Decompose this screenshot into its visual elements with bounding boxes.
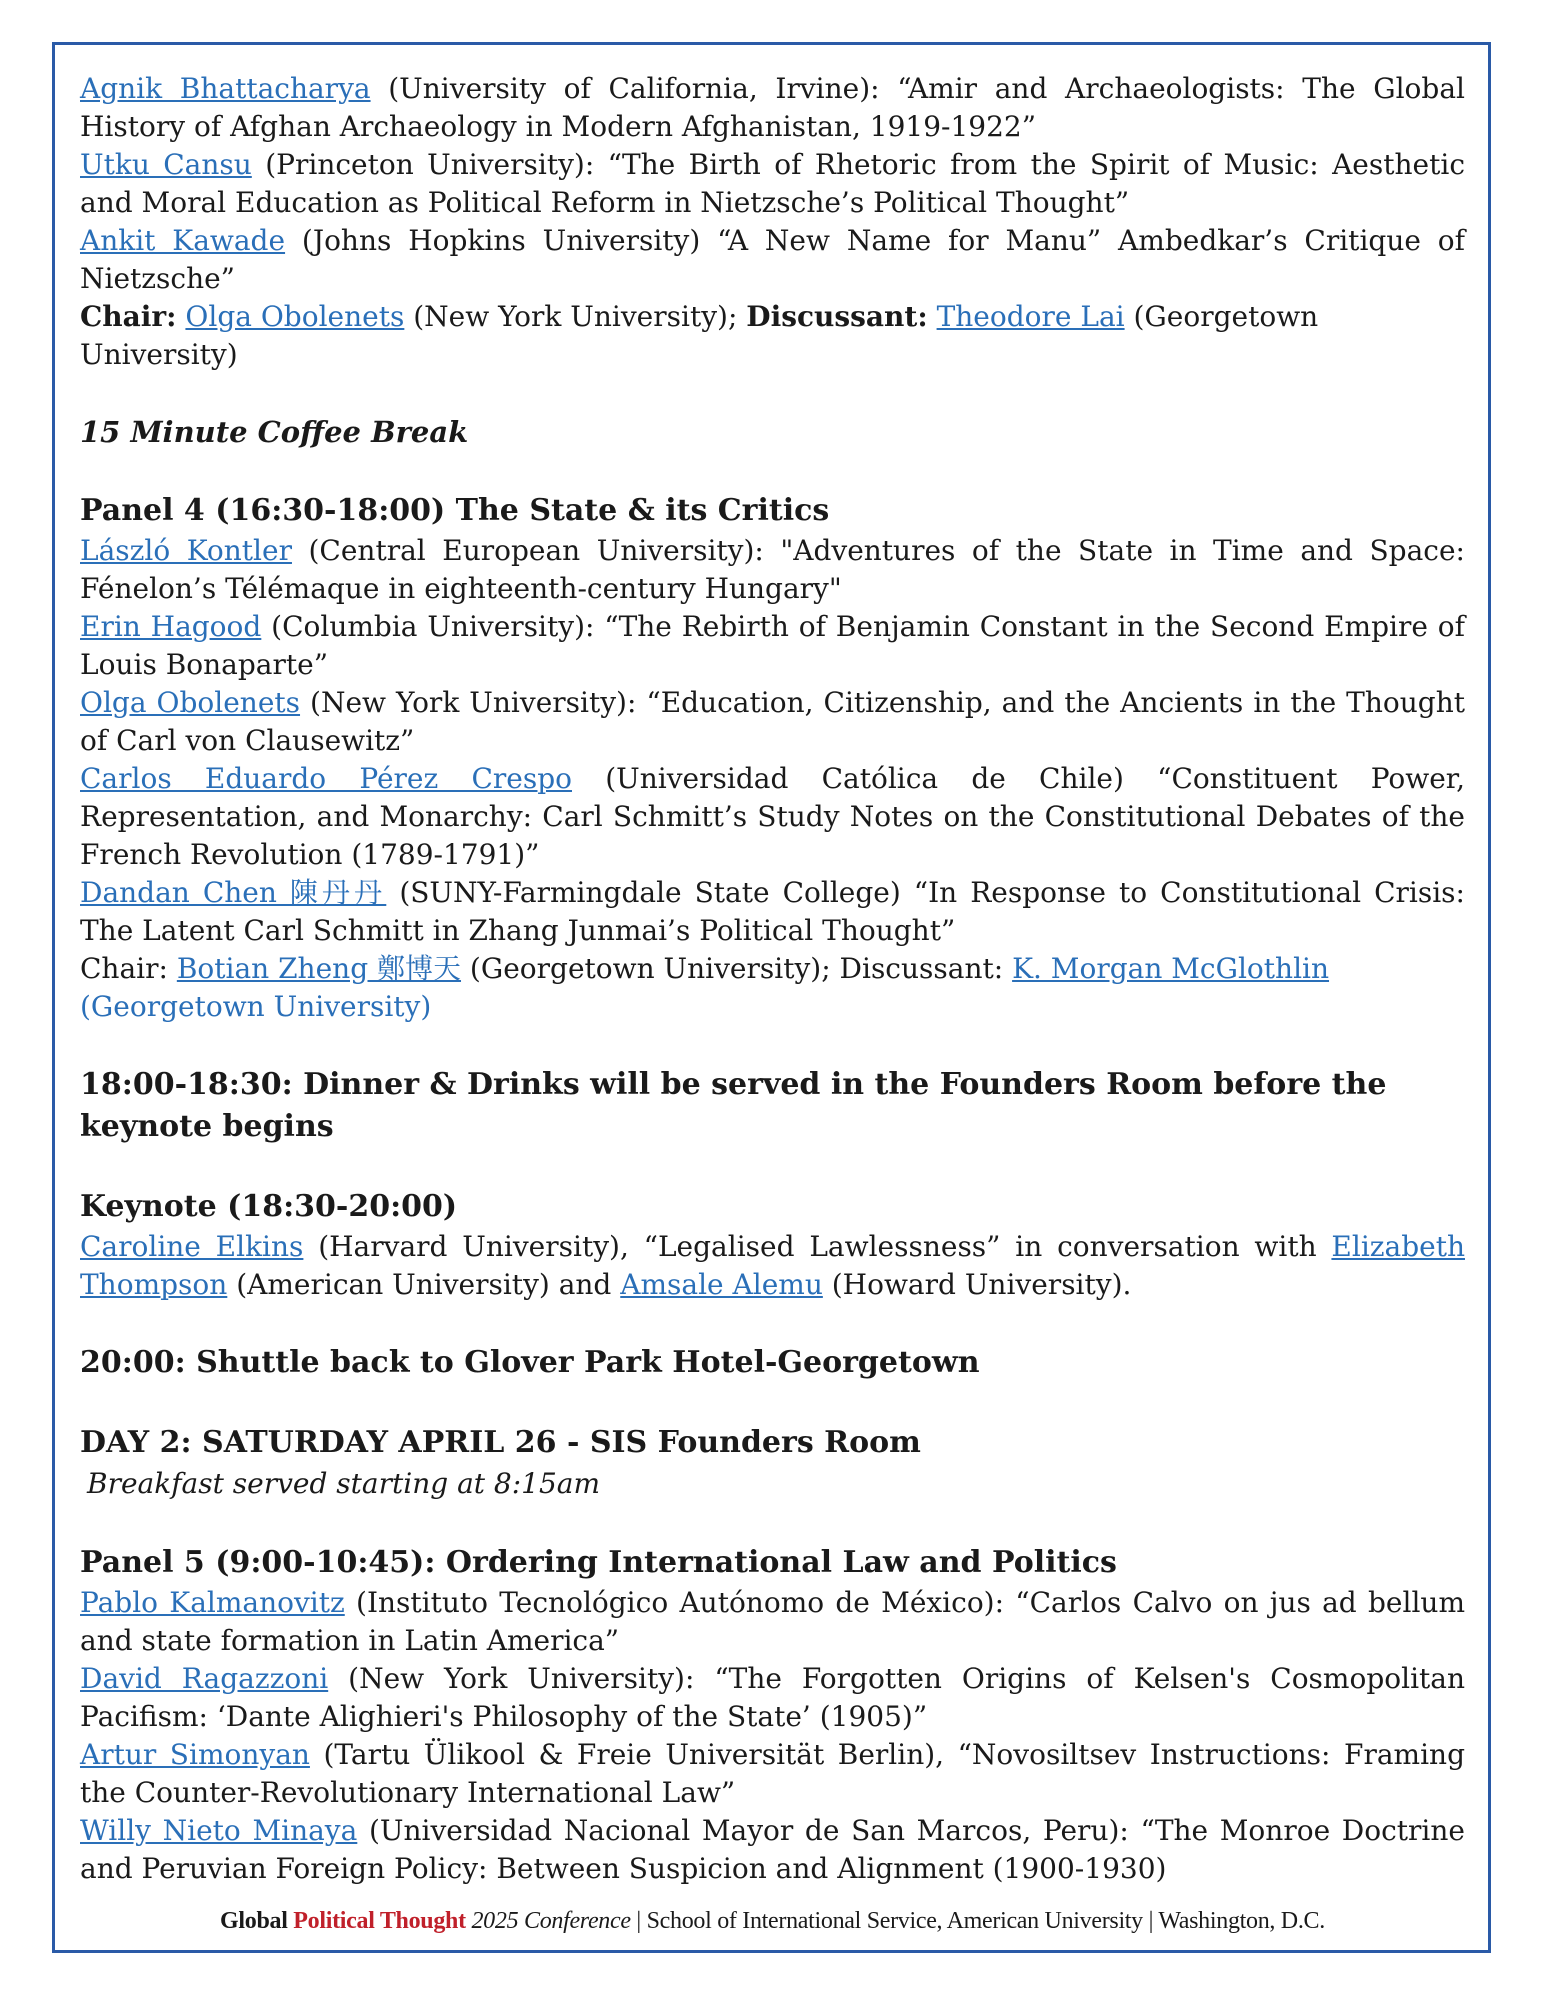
presenter-link[interactable]: Erin Hagood xyxy=(80,610,262,643)
coffee-break: 15 Minute Coffee Break xyxy=(80,415,469,449)
presenter-link[interactable]: Utku Cansu xyxy=(80,148,252,181)
paper-details: (Tartu Ülikool & Freie Universität Berlin), “Novosiltsev Instructions: Framing the Counter-Revolutionary International Law” xyxy=(80,1738,1465,1809)
keynote-details: (Harvard University), “Legalised Lawlessness” in conversation with xyxy=(303,1230,1332,1263)
paper-entry xyxy=(80,684,1465,760)
presenter-link[interactable]: Ankit Kawade xyxy=(80,224,286,257)
footer-political-thought: Political Thought xyxy=(287,1908,466,1934)
paper-entry xyxy=(80,222,1465,298)
chair-label: Chair: xyxy=(80,300,177,333)
presenter-link[interactable]: Artur Simonyan xyxy=(80,1738,310,1771)
discussant-link[interactable]: K. Morgan McGlothlin xyxy=(1012,952,1330,985)
breakfast-note: Breakfast served starting at 8:15am xyxy=(87,1467,601,1500)
paper-details: (New York University): “The Forgotten Origins of Kelsen's Cosmopolitan Pacifism: ‘Dante Alighieri's Philosophy of the State’ (1905)” xyxy=(80,1662,1466,1733)
paper-details: (Universidad Nacional Mayor de San Marcos, Peru): “The Monroe Doctrine and Peruvian Foreign Policy: Between Suspicion and Alignment (1900-1930) xyxy=(80,1814,1465,1885)
day2-heading: DAY 2: SATURDAY APRIL 26 - SIS Founders Room xyxy=(80,1425,921,1460)
paper-entry xyxy=(80,146,1465,222)
paper-entry xyxy=(80,1736,1465,1812)
paper-entry xyxy=(80,1584,1465,1660)
paper-details: (University of California, Irvine): “Amir and Archaeologists: The Global History of Afghan Archaeology in Modern Afghanistan, 1919-1922” xyxy=(80,72,1465,143)
shuttle-notice: 20:00: Shuttle back to Glover Park Hotel-Georgetown xyxy=(80,1345,980,1380)
paper-entry xyxy=(80,608,1465,684)
paper-details: (Columbia University): “The Rebirth of Benjamin Constant in the Second Empire of Louis Bonaparte” xyxy=(80,610,1465,681)
paper-details: (SUNY-Farmingdale State College) “In Response to Constitutional Crisis: The Latent Carl Schmitt in Zhang Junmai’s Political Thought” xyxy=(80,876,1465,947)
discussant-label: Discussant: xyxy=(746,300,928,333)
footer-affiliation: | School of International Service, American University | Washington, D.C. xyxy=(630,1908,1325,1934)
paper-details: (New York University): “Education, Citizenship, and the Ancients in the Thought of Carl von Clausewitz” xyxy=(80,686,1465,757)
dinner-notice: 18:00-18:30: Dinner & Drinks will be served in the Founders Room before the keynote begins xyxy=(80,1067,1387,1144)
paper-entry xyxy=(80,532,1465,608)
presenter-link[interactable]: Willy Nieto Minaya xyxy=(80,1814,358,1847)
paper-entry xyxy=(80,1660,1465,1736)
chair-affiliation: (Georgetown University); Discussant: xyxy=(461,952,1013,985)
presenter-link[interactable]: Olga Obolenets xyxy=(80,686,301,719)
discussant-affiliation: (Georgetown University) xyxy=(80,990,432,1023)
presenter-link[interactable]: Carlos Eduardo Pérez Crespo xyxy=(80,762,572,795)
discussant-affiliation: (Georgetown University) xyxy=(80,300,1319,371)
keynote-entry xyxy=(80,1228,1465,1304)
paper-details: (Johns Hopkins University) “A New Name for Manu” Ambedkar’s Critique of Nietzsche” xyxy=(80,224,1466,295)
keynote-guest-link[interactable]: Elizabeth Thompson xyxy=(80,1230,1465,1301)
presenter-link[interactable]: David Ragazzoni xyxy=(80,1662,329,1695)
panel4-chair-line xyxy=(80,950,1465,1026)
paper-entry xyxy=(80,760,1465,874)
keynote-guest-link[interactable]: Amsale Alemu xyxy=(620,1268,823,1301)
paper-entry xyxy=(80,70,1465,146)
keynote-details: (Howard University). xyxy=(822,1268,1132,1301)
chair-link[interactable]: Olga Obolenets xyxy=(185,300,405,333)
chair-link[interactable]: Botian Zheng 鄭博天 xyxy=(176,952,462,985)
discussant-link[interactable]: Theodore Lai xyxy=(936,300,1125,333)
document-content xyxy=(80,70,1465,1888)
paper-details: (Universidad Católica de Chile) “Constituent Power, Representation, and Monarchy: Carl Schmitt’s Study Notes on the Constitutional Debates of the French Revolution (1789-1791)” xyxy=(80,762,1465,871)
keynote-heading: Keynote (18:30-20:00) xyxy=(80,1189,458,1224)
footer-global: Global xyxy=(220,1908,288,1934)
panel5-heading: Panel 5 (9:00-10:45): Ordering International Law and Politics xyxy=(80,1545,1117,1580)
presenter-link[interactable]: Agnik Bhattacharya xyxy=(80,72,371,105)
paper-entry xyxy=(80,1812,1465,1888)
chair-affiliation: (New York University); xyxy=(404,300,747,333)
paper-details: (Instituto Tecnológico Autónomo de México): “Carlos Calvo on jus ad bellum and state formation in Latin America” xyxy=(80,1586,1465,1657)
panel3-chair-line xyxy=(80,298,1465,374)
presenter-link[interactable]: László Kontler xyxy=(80,534,292,567)
paper-details: (Central European University): "Adventures of the State in Time and Space: Fénelon’s Télémaque in eighteenth-century Hungary" xyxy=(80,534,1465,605)
footer-conference: 2025 Conference xyxy=(465,1908,631,1934)
keynote-speaker-link[interactable]: Caroline Elkins xyxy=(80,1230,304,1263)
panel4-heading: Panel 4 (16:30-18:00) The State & its Critics xyxy=(80,493,830,528)
presenter-link[interactable]: Dandan Chen 陳丹丹 xyxy=(80,876,387,909)
paper-entry xyxy=(80,874,1465,950)
page-footer xyxy=(0,1908,1545,1935)
chair-label: Chair: xyxy=(80,952,177,985)
paper-details: (Princeton University): “The Birth of Rhetoric from the Spirit of Music: Aesthetic and Moral Education as Political Reform in Nietzsche’s Political Thought” xyxy=(80,148,1465,219)
keynote-details: (American University) and xyxy=(227,1268,621,1301)
presenter-link[interactable]: Pablo Kalmanovitz xyxy=(80,1586,345,1619)
